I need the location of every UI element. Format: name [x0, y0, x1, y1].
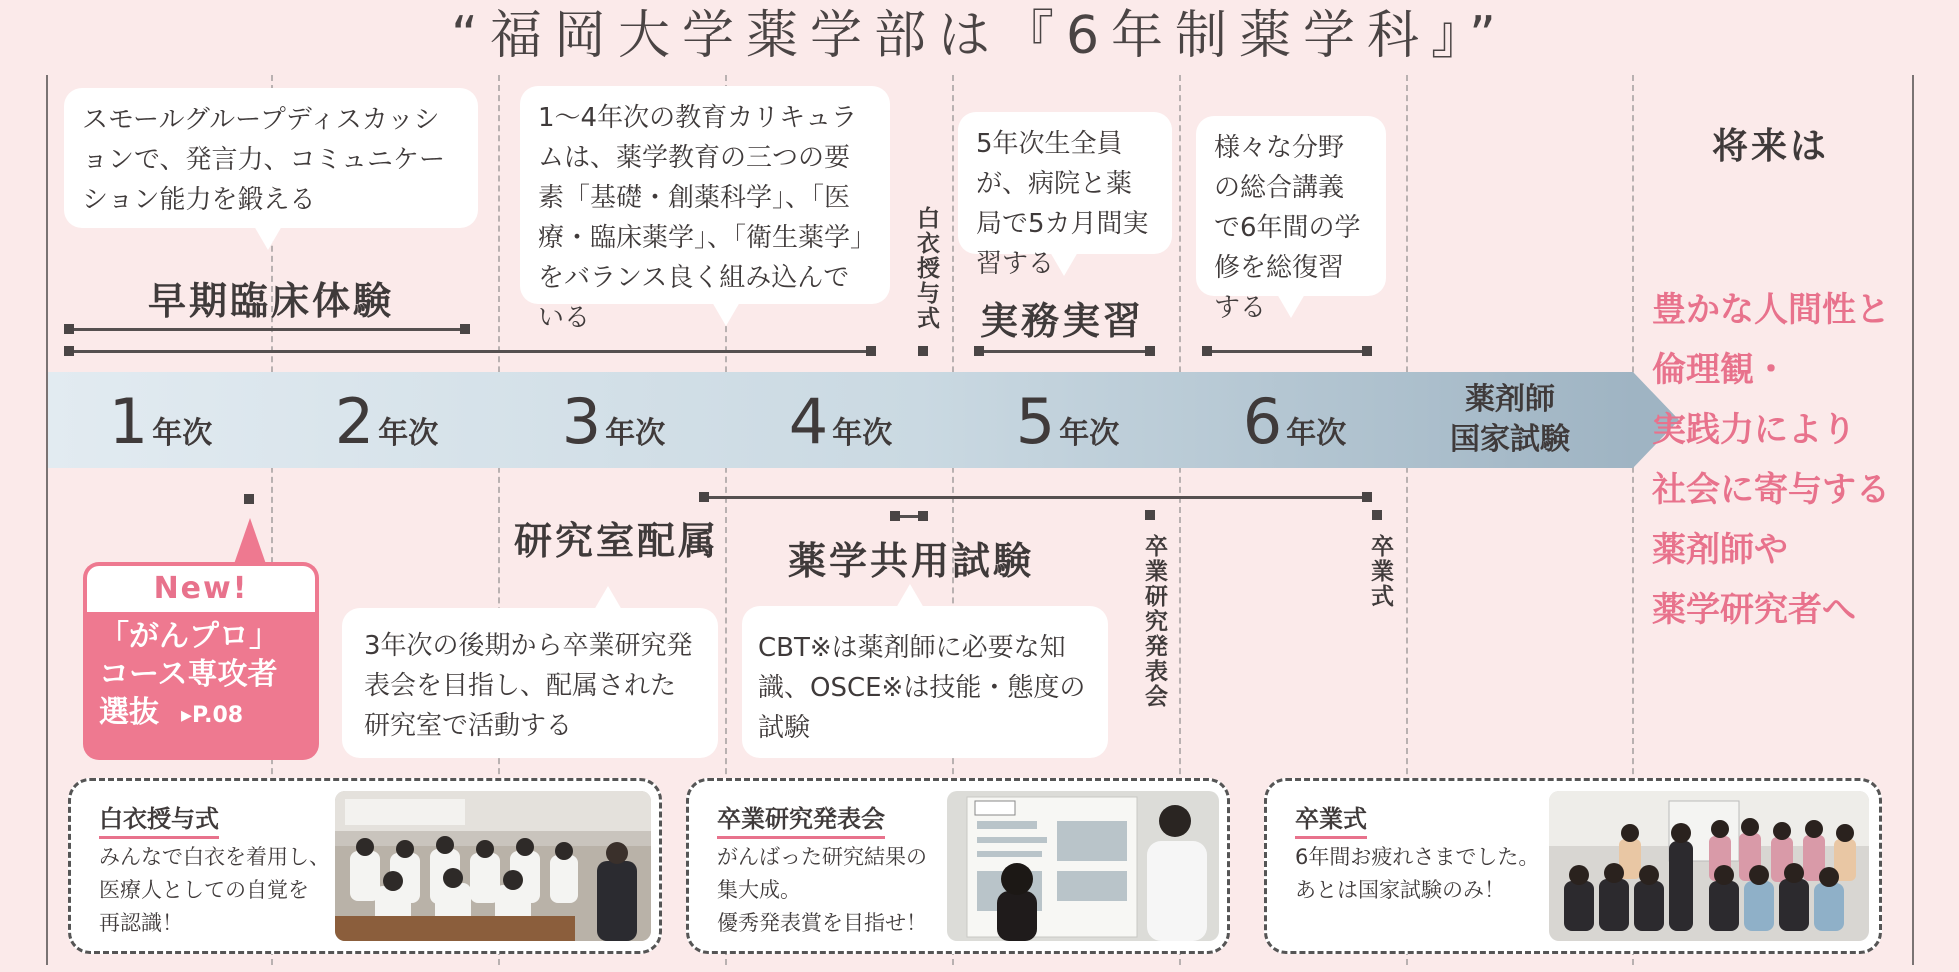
lab-assignment-bar — [704, 496, 1369, 499]
year-5: 5 年次 — [1015, 385, 1120, 458]
curriculum-bar — [68, 350, 873, 353]
gan-pro-marker — [244, 494, 254, 504]
white-coat-card: 白衣授与式 みんなで白衣を着用し、 医療人としての自覚を 再認識！ — [68, 778, 662, 954]
bar-endpoint — [1145, 346, 1155, 356]
graduation-card: 卒業式 6年間お疲れさまでした。 あとは国家試験のみ！ — [1264, 778, 1882, 954]
cbt-bubble: CBT※は薬剤師に必要な知識、OSCE※は技能・態度の試験 — [742, 606, 1108, 758]
frame-left-line — [46, 75, 48, 965]
new-box-pointer — [234, 518, 266, 564]
practical-training-bar — [978, 350, 1150, 353]
graduation-label: 卒業式 — [1367, 534, 1393, 609]
bar-endpoint — [866, 346, 876, 356]
gan-pro-box[interactable]: New! 「がんプロ」 コース専攻者 選抜 ▸P.08 — [83, 562, 319, 760]
new-badge: New! — [87, 566, 315, 612]
bar-endpoint — [460, 324, 470, 334]
white-coat-photo — [335, 791, 651, 941]
page-title: “福岡大学薬学部は『6年制薬学科』” — [451, 6, 1508, 66]
future-goal-text: 豊かな人間性と 倫理観・ 実践力により 社会に寄与する 薬剤師や 薬学研究者へ — [1652, 290, 1890, 630]
white-coat-marker — [918, 346, 928, 356]
poster-session-photo — [947, 791, 1219, 941]
year-2: 2 年次 — [334, 385, 439, 458]
future-label: 将来は — [1712, 126, 1830, 167]
review-bubble: 様々な分野の総合講義で6年間の学修を総復習する — [1196, 116, 1386, 296]
white-coat-label: 白衣授与式 — [913, 206, 939, 331]
graduation-marker — [1372, 510, 1382, 520]
page-link[interactable]: ▸P.08 — [181, 703, 244, 728]
early-clinical-label: 早期臨床体験 — [148, 279, 395, 323]
bar-endpoint — [1362, 346, 1372, 356]
bar-endpoint — [918, 511, 928, 521]
bar-endpoint — [890, 511, 900, 521]
bar-endpoint — [64, 324, 74, 334]
bar-endpoint — [1202, 346, 1212, 356]
curriculum-bubble: 1〜4年次の教育カリキュラムは、薬学教育の三つの要素「基礎・創薬科学」、「医療・臨床薬学」、「衛生薬学」をバランス良く組み込んでいる — [520, 86, 890, 304]
bar-endpoint — [64, 346, 74, 356]
review-bar — [1206, 350, 1368, 353]
year-3: 3 年次 — [561, 385, 666, 458]
lab-bubble: 3年次の後期から卒業研究発表会を目指し、配属された研究室で活動する — [342, 608, 718, 758]
year-6: 6 年次 — [1242, 385, 1347, 458]
bar-endpoint — [1362, 492, 1372, 502]
graduation-research-label: 卒業研究発表会 — [1141, 534, 1167, 709]
early-clinical-bar — [68, 328, 465, 331]
graduation-research-marker — [1145, 510, 1155, 520]
bar-endpoint — [699, 492, 709, 502]
practical-training-label: 実務実習 — [980, 299, 1145, 343]
national-exam-label: 薬剤師 国家試験 — [1450, 382, 1570, 457]
bar-endpoint — [974, 346, 984, 356]
graduation-research-card: 卒業研究発表会 がんばった研究結果の 集大成。 優秀発表賞を目指せ！ — [686, 778, 1230, 954]
graduation-photo — [1549, 791, 1869, 941]
small-group-bubble: スモールグループディスカッションで、発言力、コミュニケーション能力を鍛える — [64, 88, 478, 228]
year-4: 4 年次 — [788, 385, 893, 458]
common-exam-label: 薬学共用試験 — [788, 539, 1035, 583]
lab-assignment-label: 研究室配属 — [514, 519, 720, 563]
year-1: 1 年次 — [108, 385, 213, 458]
practice-bubble: 5年次生全員が、病院と薬局で5カ月間実習する — [958, 112, 1172, 254]
